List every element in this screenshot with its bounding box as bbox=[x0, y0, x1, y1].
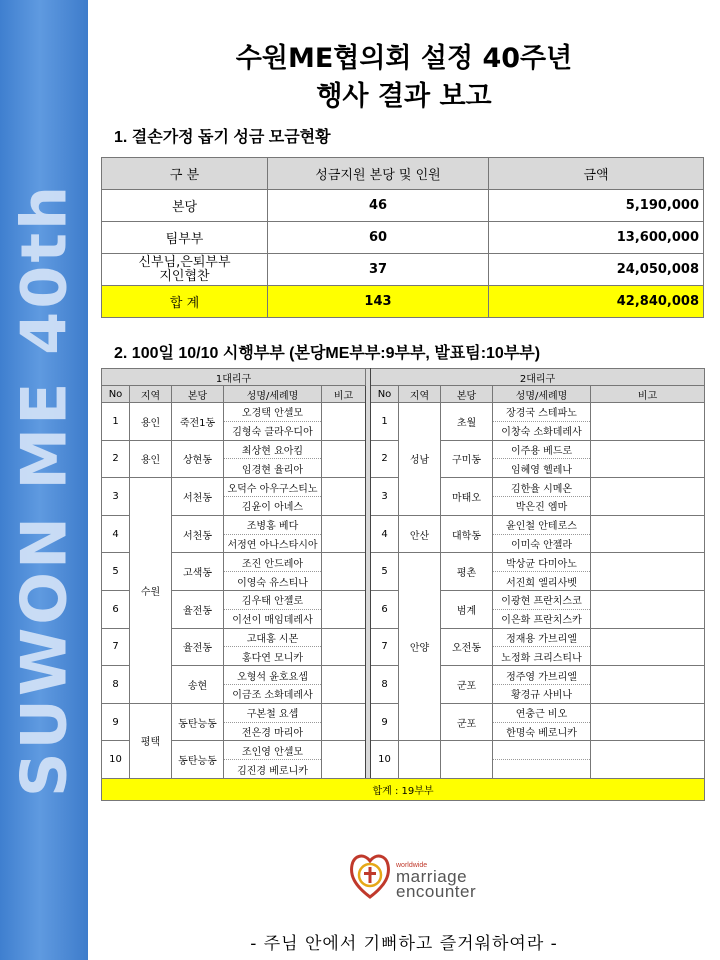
row-note bbox=[322, 741, 366, 779]
row-label: 팀부부 bbox=[102, 222, 268, 254]
row-person-husband: 이광현 프란치스코 bbox=[493, 590, 591, 609]
row-parish: 율전동 bbox=[172, 628, 224, 666]
row-person-wife: 임경현 율리아 bbox=[224, 459, 322, 478]
row-no: 10 bbox=[371, 741, 399, 779]
side-vertical-text: SUWON ME 40th bbox=[7, 182, 81, 798]
row-person-husband: 윤인철 안테로스 bbox=[493, 515, 591, 534]
row-parish: 서천동 bbox=[172, 515, 224, 553]
row-person-husband: 조인영 안셀모 bbox=[224, 741, 322, 760]
row-note bbox=[591, 703, 705, 741]
row-region: 수원 bbox=[130, 478, 172, 704]
row-note bbox=[322, 553, 366, 591]
row-parish: 범계 bbox=[441, 590, 493, 628]
row-no: 8 bbox=[371, 666, 399, 704]
row-note bbox=[322, 628, 366, 666]
donation-header-row bbox=[102, 158, 704, 190]
row-note bbox=[591, 403, 705, 441]
row-person-wife: 박은진 엠마 bbox=[493, 496, 591, 515]
row-region: 용인 bbox=[130, 403, 172, 441]
row-person-husband: 박상균 다미아노 bbox=[493, 553, 591, 572]
row-note bbox=[591, 628, 705, 666]
row-no: 2 bbox=[371, 440, 399, 478]
header-count: 성금지원 본당 및 인원 bbox=[268, 158, 489, 190]
row-person-husband: 최상현 요아킴 bbox=[224, 440, 322, 459]
row-person-husband: 정주영 가브리엘 bbox=[493, 666, 591, 685]
row-parish: 군포 bbox=[441, 666, 493, 704]
row-label: 신부님,은퇴부부 지인협찬 bbox=[102, 254, 268, 286]
row-person-wife: 서정연 아나스타시아 bbox=[224, 534, 322, 553]
row-person-husband: 김한율 시메온 bbox=[493, 478, 591, 497]
row-note bbox=[322, 515, 366, 553]
col-no: No bbox=[102, 386, 130, 403]
row-person-husband: 고대홍 시몬 bbox=[224, 628, 322, 647]
row-note bbox=[322, 703, 366, 741]
col-name: 성명/세례명 bbox=[493, 386, 591, 403]
sum-label: 합계 : 19부부 bbox=[102, 778, 705, 800]
row-person-husband: 조진 안드레아 bbox=[224, 553, 322, 572]
row-person-husband: 조병홍 베다 bbox=[224, 515, 322, 534]
row-parish: 율전동 bbox=[172, 590, 224, 628]
col-note: 비고 bbox=[591, 386, 705, 403]
row-person-wife: 전은경 마리아 bbox=[224, 722, 322, 741]
row-no: 4 bbox=[371, 515, 399, 553]
table-row bbox=[102, 741, 705, 760]
marriage-encounter-logo bbox=[348, 845, 508, 905]
row-person-wife bbox=[493, 760, 591, 779]
row-person-wife: 홍다연 모니카 bbox=[224, 647, 322, 666]
row-note bbox=[322, 590, 366, 628]
header-category: 구 분 bbox=[102, 158, 268, 190]
row-count: 60 bbox=[268, 222, 489, 254]
row-no: 1 bbox=[371, 403, 399, 441]
row-note bbox=[322, 403, 366, 441]
row-region: 성남 bbox=[399, 403, 441, 516]
donation-row bbox=[102, 254, 704, 286]
row-no: 5 bbox=[371, 553, 399, 591]
row-amount: 24,050,008 bbox=[489, 254, 704, 286]
row-parish: 평촌 bbox=[441, 553, 493, 591]
row-region: 안양 bbox=[399, 553, 441, 741]
row-person-wife: 이은화 프란치스카 bbox=[493, 609, 591, 628]
total-amount: 42,840,008 bbox=[489, 286, 704, 318]
donation-row bbox=[102, 190, 704, 222]
row-no: 10 bbox=[102, 741, 130, 779]
sum-row bbox=[102, 778, 705, 800]
row-note bbox=[322, 478, 366, 516]
row-person-wife: 황경규 사비나 bbox=[493, 684, 591, 703]
row-note bbox=[322, 440, 366, 478]
row-person-wife: 임혜영 헬레나 bbox=[493, 459, 591, 478]
header-amount: 금액 bbox=[489, 158, 704, 190]
heart-cross-icon bbox=[348, 845, 392, 901]
row-no: 6 bbox=[102, 590, 130, 628]
row-no: 9 bbox=[102, 703, 130, 741]
row-note bbox=[591, 741, 705, 779]
row-no: 4 bbox=[102, 515, 130, 553]
table-row bbox=[102, 403, 705, 422]
row-region: 평택 bbox=[130, 703, 172, 778]
row-parish: 고색동 bbox=[172, 553, 224, 591]
column-header-row bbox=[102, 386, 705, 403]
section1-title: 1. 결손가정 돕기 성금 모금현황 bbox=[114, 129, 331, 146]
row-no: 2 bbox=[102, 440, 130, 478]
row-parish: 죽전1동 bbox=[172, 403, 224, 441]
col-no: No bbox=[371, 386, 399, 403]
row-person-wife: 이영숙 유스티나 bbox=[224, 572, 322, 591]
district1-label: 1대리구 bbox=[102, 369, 366, 386]
row-note bbox=[591, 666, 705, 704]
col-region: 지역 bbox=[399, 386, 441, 403]
section2-title: 2. 100일 10/10 시행부부 (본당ME부부:9부부, 발표팀:10부부) bbox=[114, 345, 541, 362]
row-person-wife: 이선이 매임데레사 bbox=[224, 609, 322, 628]
row-note bbox=[591, 515, 705, 553]
side-band bbox=[0, 0, 88, 960]
row-no: 3 bbox=[102, 478, 130, 516]
row-person-wife: 한명숙 베로니카 bbox=[493, 722, 591, 741]
row-person-wife: 김진경 베로니카 bbox=[224, 760, 322, 779]
total-label: 합 계 bbox=[102, 286, 268, 318]
row-person-husband: 오덕수 아우구스티노 bbox=[224, 478, 322, 497]
logo-worldwide: worldwide bbox=[396, 862, 428, 869]
col-region: 지역 bbox=[130, 386, 172, 403]
row-count: 46 bbox=[268, 190, 489, 222]
row-region: 용인 bbox=[130, 440, 172, 478]
row-person-wife: 이금조 소화데레사 bbox=[224, 684, 322, 703]
row-parish: 대학동 bbox=[441, 515, 493, 553]
row-no: 9 bbox=[371, 703, 399, 741]
row-parish bbox=[441, 741, 493, 779]
row-no: 1 bbox=[102, 403, 130, 441]
row-no: 8 bbox=[102, 666, 130, 704]
row-person-husband: 장경국 스테파노 bbox=[493, 403, 591, 422]
col-parish: 본당 bbox=[441, 386, 493, 403]
page-title-line1: 수원ME협의회 설정 40주년 bbox=[235, 43, 573, 74]
row-person-husband: 오경택 안셀모 bbox=[224, 403, 322, 422]
row-no: 7 bbox=[371, 628, 399, 666]
row-person-husband: 연충근 비오 bbox=[493, 703, 591, 722]
row-person-wife: 이창숙 소화데레사 bbox=[493, 421, 591, 440]
col-parish: 본당 bbox=[172, 386, 224, 403]
row-amount: 13,600,000 bbox=[489, 222, 704, 254]
row-note bbox=[591, 440, 705, 478]
row-person-wife: 김형숙 클라우디아 bbox=[224, 421, 322, 440]
row-no: 6 bbox=[371, 590, 399, 628]
table-row bbox=[102, 553, 705, 572]
row-person-wife: 노정화 크리스티나 bbox=[493, 647, 591, 666]
page-title-line2: 행사 결과 보고 bbox=[316, 81, 492, 112]
row-person-husband bbox=[493, 741, 591, 760]
row-parish: 초월 bbox=[441, 403, 493, 441]
row-parish: 오전동 bbox=[441, 628, 493, 666]
row-region bbox=[399, 741, 441, 779]
donation-total-row bbox=[102, 286, 704, 318]
row-parish: 상현동 bbox=[172, 440, 224, 478]
col-note: 비고 bbox=[322, 386, 366, 403]
row-no: 7 bbox=[102, 628, 130, 666]
row-count: 37 bbox=[268, 254, 489, 286]
row-no: 5 bbox=[102, 553, 130, 591]
row-parish: 동탄능동 bbox=[172, 703, 224, 741]
row-parish: 송현 bbox=[172, 666, 224, 704]
district-header-row bbox=[102, 369, 705, 386]
donation-row bbox=[102, 222, 704, 254]
row-person-husband: 정재용 가브리엘 bbox=[493, 628, 591, 647]
row-parish: 군포 bbox=[441, 703, 493, 741]
row-person-husband: 오형석 윤호요셉 bbox=[224, 666, 322, 685]
col-name: 성명/세례명 bbox=[224, 386, 322, 403]
row-note bbox=[591, 590, 705, 628]
row-person-wife: 김윤이 아녜스 bbox=[224, 496, 322, 515]
row-no: 3 bbox=[371, 478, 399, 516]
total-count: 143 bbox=[268, 286, 489, 318]
logo-marriage: marriage bbox=[396, 867, 468, 886]
donation-table bbox=[101, 157, 704, 318]
table-row bbox=[102, 515, 705, 534]
district2-label: 2대리구 bbox=[371, 369, 705, 386]
row-note bbox=[591, 478, 705, 516]
footer-verse: - 주님 안에서 기뻐하고 즐거워하여라 - bbox=[250, 934, 558, 954]
row-person-wife: 서진희 엘리사벳 bbox=[493, 572, 591, 591]
row-person-husband: 이주용 베드로 bbox=[493, 440, 591, 459]
row-note bbox=[591, 553, 705, 591]
row-parish: 서천동 bbox=[172, 478, 224, 516]
row-person-husband: 구본철 요셉 bbox=[224, 703, 322, 722]
row-note bbox=[322, 666, 366, 704]
row-person-wife: 이미숙 안젤라 bbox=[493, 534, 591, 553]
logo-encounter: encounter bbox=[396, 882, 477, 901]
row-parish: 구미동 bbox=[441, 440, 493, 478]
row-region: 안산 bbox=[399, 515, 441, 553]
row-person-husband: 김우태 안젤로 bbox=[224, 590, 322, 609]
row-parish: 마태오 bbox=[441, 478, 493, 516]
couples-table bbox=[101, 368, 705, 801]
row-amount: 5,190,000 bbox=[489, 190, 704, 222]
row-label: 본당 bbox=[102, 190, 268, 222]
row-parish: 동탄능동 bbox=[172, 741, 224, 779]
